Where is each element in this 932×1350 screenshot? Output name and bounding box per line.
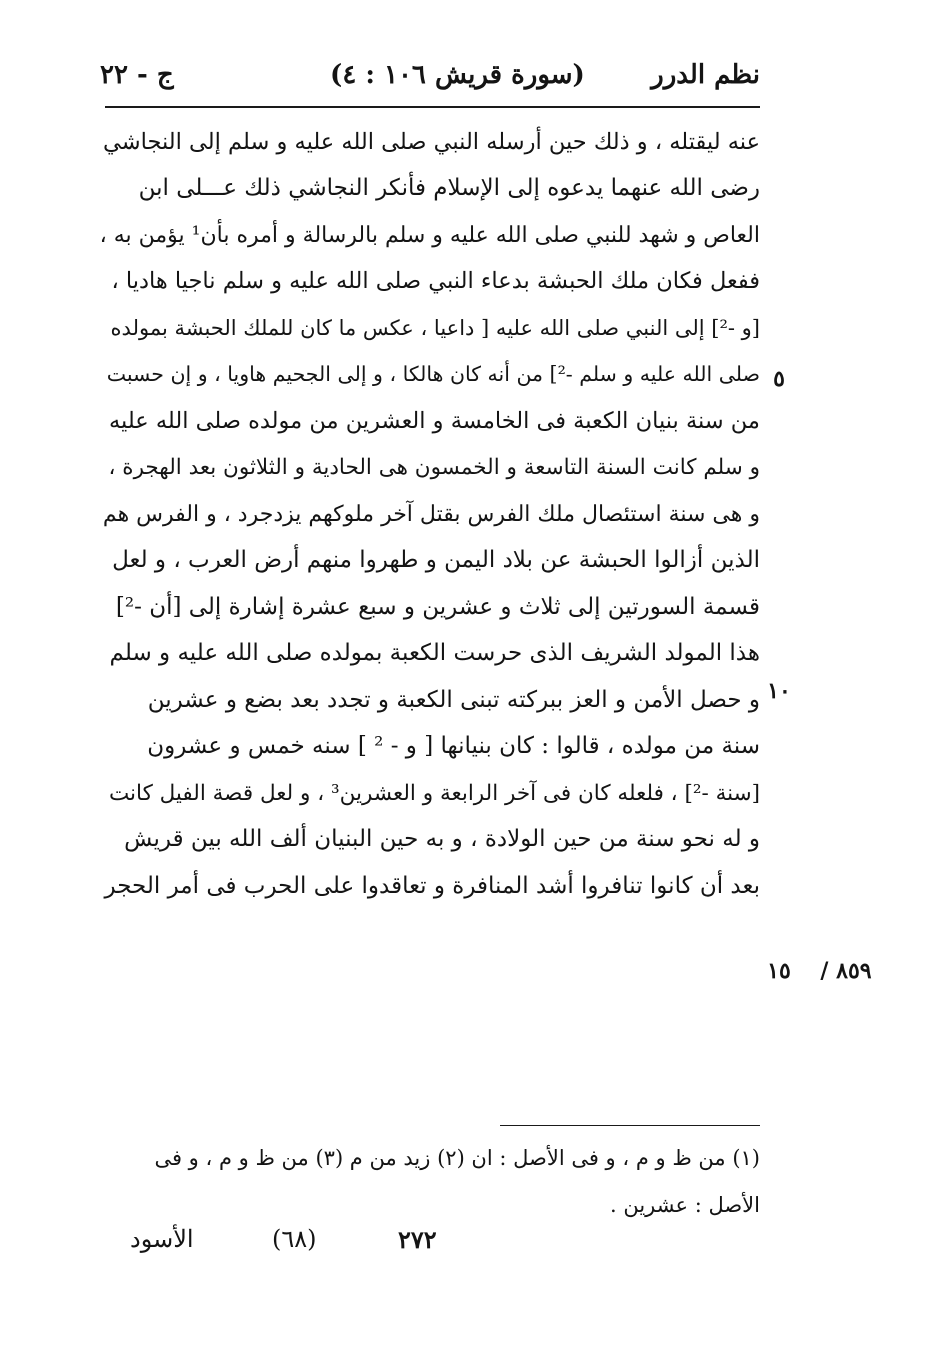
text-line: و سلم كانت السنة التاسعة و الخمسون هى الحادية و الثلاثون بعد الهجرة ، (108, 455, 760, 480)
manuscript-folio-ref: ٨٥٩ / (820, 958, 872, 984)
running-head (100, 60, 760, 100)
text-line: عنه ليقتله ، و ذلك حين أرسله النبي صلى الله عليه و سلم إلى النجاشي (103, 129, 760, 155)
footnote-rule (500, 1125, 760, 1126)
text-line: من سنة بنيان الكعبة فى الخامسة و العشرين من مولده صلى الله عليه (108, 408, 760, 434)
text-line: سنة من مولده ، قالوا : كان بنيانها [ و - ² ] سنه خمس و عشرون (147, 733, 760, 759)
text-line: الذين أزالوا الحبشة عن بلاد اليمن و طهروا منهم أرض العرب ، و لعل (112, 547, 760, 573)
text-line: و حصل الأمن و العز ببركته تبنى الكعبة و تجدد بعد بضع و عشرين (147, 687, 760, 713)
book-title: نظم الدرر (651, 60, 760, 90)
text-line: صلى الله عليه و سلم -²] من أنه كان هالكا ، و إلى الجحيم هاويا ، و إن حسبت (106, 362, 760, 386)
text-line: قسمة السورتين إلى ثلاث و عشرين و سبع عشرة إشارة إلى [أن -²] (115, 594, 760, 620)
text-line: هذا المولد الشريف الذى حرست الكعبة بمولده صلى الله عليه و سلم (109, 640, 760, 666)
text-line: و هى سنة استئصال ملك الفرس بقتل آخر ملوكهم يزدجرد ، و الفرس هم (102, 502, 760, 527)
text-line: العاص و شهد للنبي صلى الله عليه و سلم بالرسالة و أمره بأن¹ يؤمن به ، (99, 223, 760, 248)
secondary-number: (٦٨) (272, 1225, 317, 1253)
volume-label: ج - ٢٢ (100, 60, 174, 90)
text-line: بعد أن كانوا تنافروا أشد المنافرة و تعاقدوا على الحرب فى أمر الحجر (104, 873, 760, 899)
text-line: [و -²] إلى النبي صلى الله عليه [ داعيا ، عكس ما كان للملك الحبشة بمولده (110, 316, 760, 340)
surah-reference: (سورة قريش ١٠٦ : ٤) (330, 60, 585, 90)
text-line: و له نحو سنة من حين الولادة ، و به حين البنيان ألف الله بين قريش (124, 826, 760, 852)
text-line: رضى الله عنهما يدعوه إلى الإسلام فأنكر النجاشي ذلك عـــلى ابن (138, 175, 760, 201)
line-number-10: ١٠ (767, 678, 791, 704)
footnote-line: الأصل : عشرين . (609, 1193, 760, 1217)
signature-word: الأسود (130, 1225, 194, 1253)
line-number-5: ٥ (773, 366, 785, 392)
header-rule (105, 106, 760, 108)
page-number: ٢٧٢ (398, 1225, 437, 1254)
text-line: ففعل فكان ملك الحبشة بدعاء النبي صلى الله عليه و سلم ناجيا هاديا ، (111, 268, 760, 294)
text-line: [سنة -²] ، فلعله كان فى آخر الرابعة و العشرين³ ، و لعل قصة الفيل كانت (108, 781, 760, 806)
footnote-line: (١) من ظ و م ، و فى الأصل : ان (٢) زيد من م (٣) من ظ و م ، و فى (154, 1146, 760, 1170)
line-number-15: ١٥ (767, 958, 791, 984)
